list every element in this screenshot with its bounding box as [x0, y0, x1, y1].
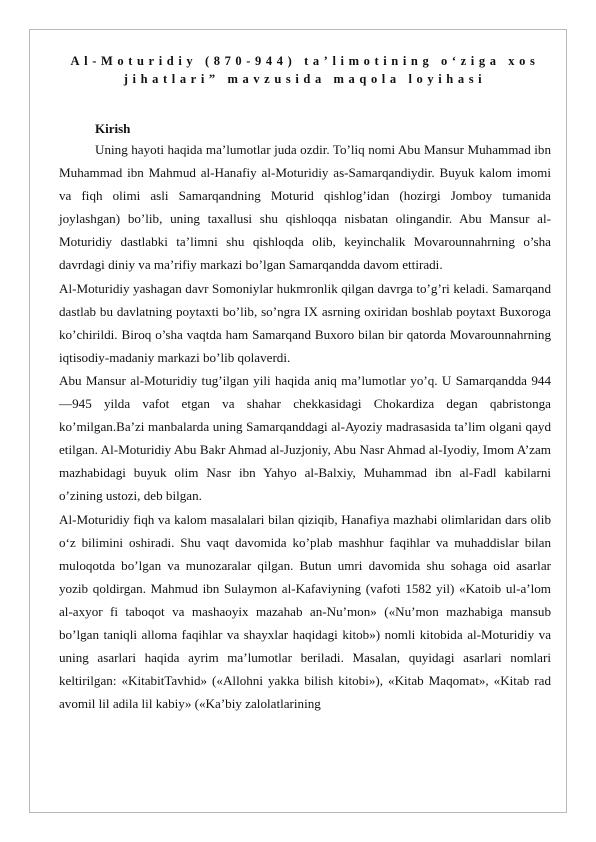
document-content: [59, 52, 551, 715]
paragraph-4: Al-Moturidiy fiqh va kalom masalalari bilan qiziqib, Hanafiya mazhabi olimlaridan dars olib o‘z bilimini oshiradi. Shu vaqt davomida ko’plab mashhur faqihlar va muhaddislar bilan muloqotda bo’lgan va munozaralar qilgan. Butun umri davomida shu sohaga oid asarlar yozib qoldirgan. Mahmud ibn Sulaymon al-Kafaviyning (vafoti 1582 yil) «Katoib ul-a’lom al-axyor fi taboqot va mashaoyix mazahab an-Nu’mon» («Nu’mon mazhabiga mansub bo’lgan taniqli alloma faqihlar va shayxlar haqidagi kitob») nomli kitobida al-Moturidiy va uning asarlari haqida ayrim ma’lumotlar beriladi. Masalan, quyidagi asarlari nomlari keltirilgan: «KitabitTavhid» («Allohni yakka bilish kitobi»), «Kitab Maqomat», «Kitab rad avomil lil adila lil kabiy» («Ka’biy zalolatlarining: [59, 511, 551, 712]
title-line-1: Al-Moturidiy (870-944) ta’limotining o‘ziga xos: [70, 54, 540, 68]
paragraph-2: Al-Moturidiy yashagan davr Somoniylar hukmronlik qilgan davrga to’g’ri keladi. Samarqand dastlab bu davlatning poytaxti bo’lib, so’ngra IX asrning oxiridan boshlab poytaxt Buxoroga ko’chirildi. Biroq o’sha vaqtda ham Samarqand Buxoro bilan bir qatorda Movarounnahrning iqtisodiy-madaniy markazi bo’lib qolaverdi.: [59, 280, 551, 365]
paragraph-1: Uning hayoti haqida ma’lumotlar juda ozdir. To’liq nomi Abu Mansur Muhammad ibn Muhammad ibn Mahmud al-Hanafiy al-Moturidiy as-Samarqandiydir. Buyuk kalom imomi va fiqh olimi asli Samarqandning Moturid qishlog’idan (hozirgi Jomboy tumanida joylashgan) bo’lib, uning taxallusi shu qishloqqa nisbatan olingandir. Abu Mansur al-Moturidiy dastlabki ta’limni shu qishloqda olib, keyinchalik Movarounnahrning o’sha davrdagi diniy va ma’rifiy markazi bo’lgan Samarqandda davom ettiradi.: [59, 142, 551, 273]
title-line-2: jihatlari” mavzusida maqola loyihasi: [123, 72, 487, 86]
document-page: [29, 29, 567, 813]
document-title: [59, 52, 551, 88]
paragraph-3: Abu Mansur al-Moturidiy tug’ilgan yili haqida aniq ma’lumotlar yo’q. U Samarqandda 944—945 yilda vafot etgan va shahar chekkasidagi Chokardiza degan qabristonga ko’milgan.Ba’zi manbalarda uning Samarqanddagi al-Ayoziy madrasasida ta’lim olgani qayd etilgan. Al-Moturidiy Abu Bakr Ahmad al-Juzjoniy, Abu Nasr Ahmad al-Iyodiy, Imom A’zam mazhabidagi buyuk olim Nasr ibn Yahyo al-Balxiy, Muhammad ibn al-Fadl kabilarni o’zining ustozi, deb bilgan.: [59, 372, 551, 504]
section-heading: Kirish: [95, 121, 131, 136]
